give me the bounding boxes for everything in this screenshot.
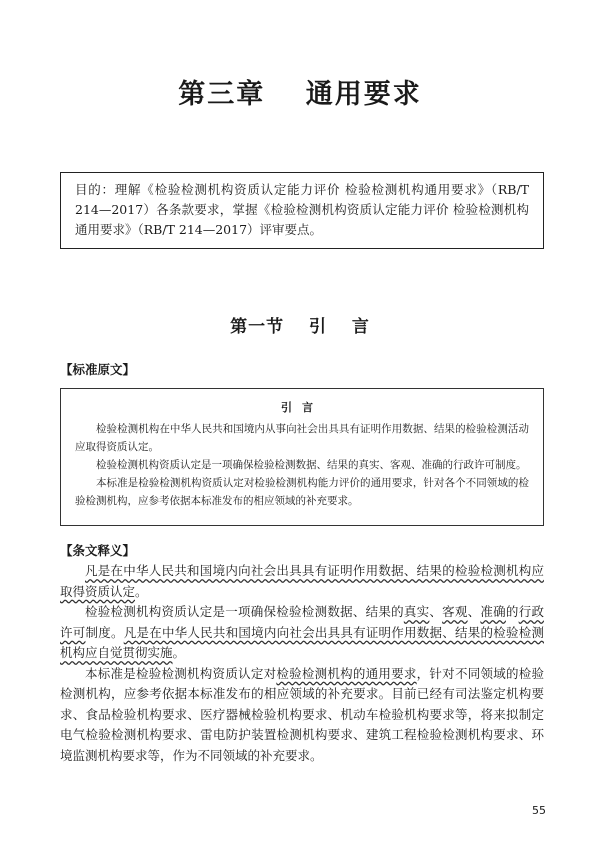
explanation-text: 制度。: [85, 624, 124, 640]
explanation-text: 、: [467, 604, 481, 619]
standard-paragraph: 检验检测机构在中华人民共和国境内从事向社会出具具有证明作用数据、结果的检验检测活动应取得资质认定。: [75, 423, 529, 453]
page-number: 55: [532, 804, 546, 817]
explanation-text: 检验检测机构资质认定是一项确保检验检测数据、结果的: [85, 604, 404, 619]
clause-explanation-body: [60, 561, 544, 766]
explanation-text: 。: [172, 645, 186, 660]
underlined-phrase: 行政许可: [60, 604, 544, 640]
standard-box-title: 引言: [281, 401, 323, 414]
standard-paragraph: 检验检测机构资质认定是一项确保检验检测数据、结果的真实、客观、准确的行政许可制度。: [96, 459, 527, 471]
standard-original-box: [60, 388, 544, 526]
underlined-phrase: 准确: [480, 604, 506, 619]
learning-goal-text: 目的：理解《检验检测机构资质认定能力评价 检验检测机构通用要求》（RB/T 214—2017）各条款要求，掌握《检验检测机构资质认定能力评价 检验检测机构通用要求》（RB/T 214—2017）评审要点。: [75, 182, 529, 237]
learning-goal-box: [60, 172, 544, 249]
explanation-paragraph: [60, 561, 544, 602]
explanation-text: 本标准是检验检测机构资质认定对: [85, 665, 277, 681]
clause-explanation-tag: 【条文释义】: [60, 543, 136, 558]
underlined-phrase: 凡是在中华人民共和国境内向社会出具具有证明作用数据、结果的检验检测机构应自觉贯彻实施: [60, 624, 544, 660]
section-title: 第一节 引 言: [230, 317, 370, 337]
explanation-paragraph: [60, 664, 544, 767]
standard-original-tag: 【标准原文】: [60, 362, 136, 377]
explanation-text: 。: [135, 583, 148, 599]
underlined-phrase: 检验检测机构的通用要求: [276, 665, 417, 681]
chapter-title: 第三章 通用要求: [178, 79, 422, 110]
explanation-text: 、: [429, 604, 443, 619]
underlined-phrase: 凡是在中华人民共和国境内向社会出具具有证明作用数据、结果的检验检测机构应取得资质认定: [60, 563, 544, 599]
underlined-phrase: 客观: [442, 604, 468, 619]
explanation-paragraph: [60, 602, 544, 664]
explanation-text: 的: [505, 604, 519, 619]
underlined-phrase: 真实: [403, 604, 430, 619]
standard-paragraph: 本标准是检验检测机构资质认定对检验检测机构能力评价的通用要求，针对各个不同领域的检验检测机构，应参考依据本标准发布的相应领域的补充要求。: [75, 477, 529, 507]
explanation-text: ，针对不同领域的检验检测机构，应参考依据本标准发布的相应领域的补充要求。目前已经有司法鉴定机构要求、食品检验机构要求、医疗器械检验机构要求、机动车检验机构要求等，将来拟制定电气检验检测机构要求、雷电防护装置检测机构要求、建筑工程检验检测机构要求、环境监测机构要求等，作为不同领域的补充要求。: [60, 665, 544, 763]
